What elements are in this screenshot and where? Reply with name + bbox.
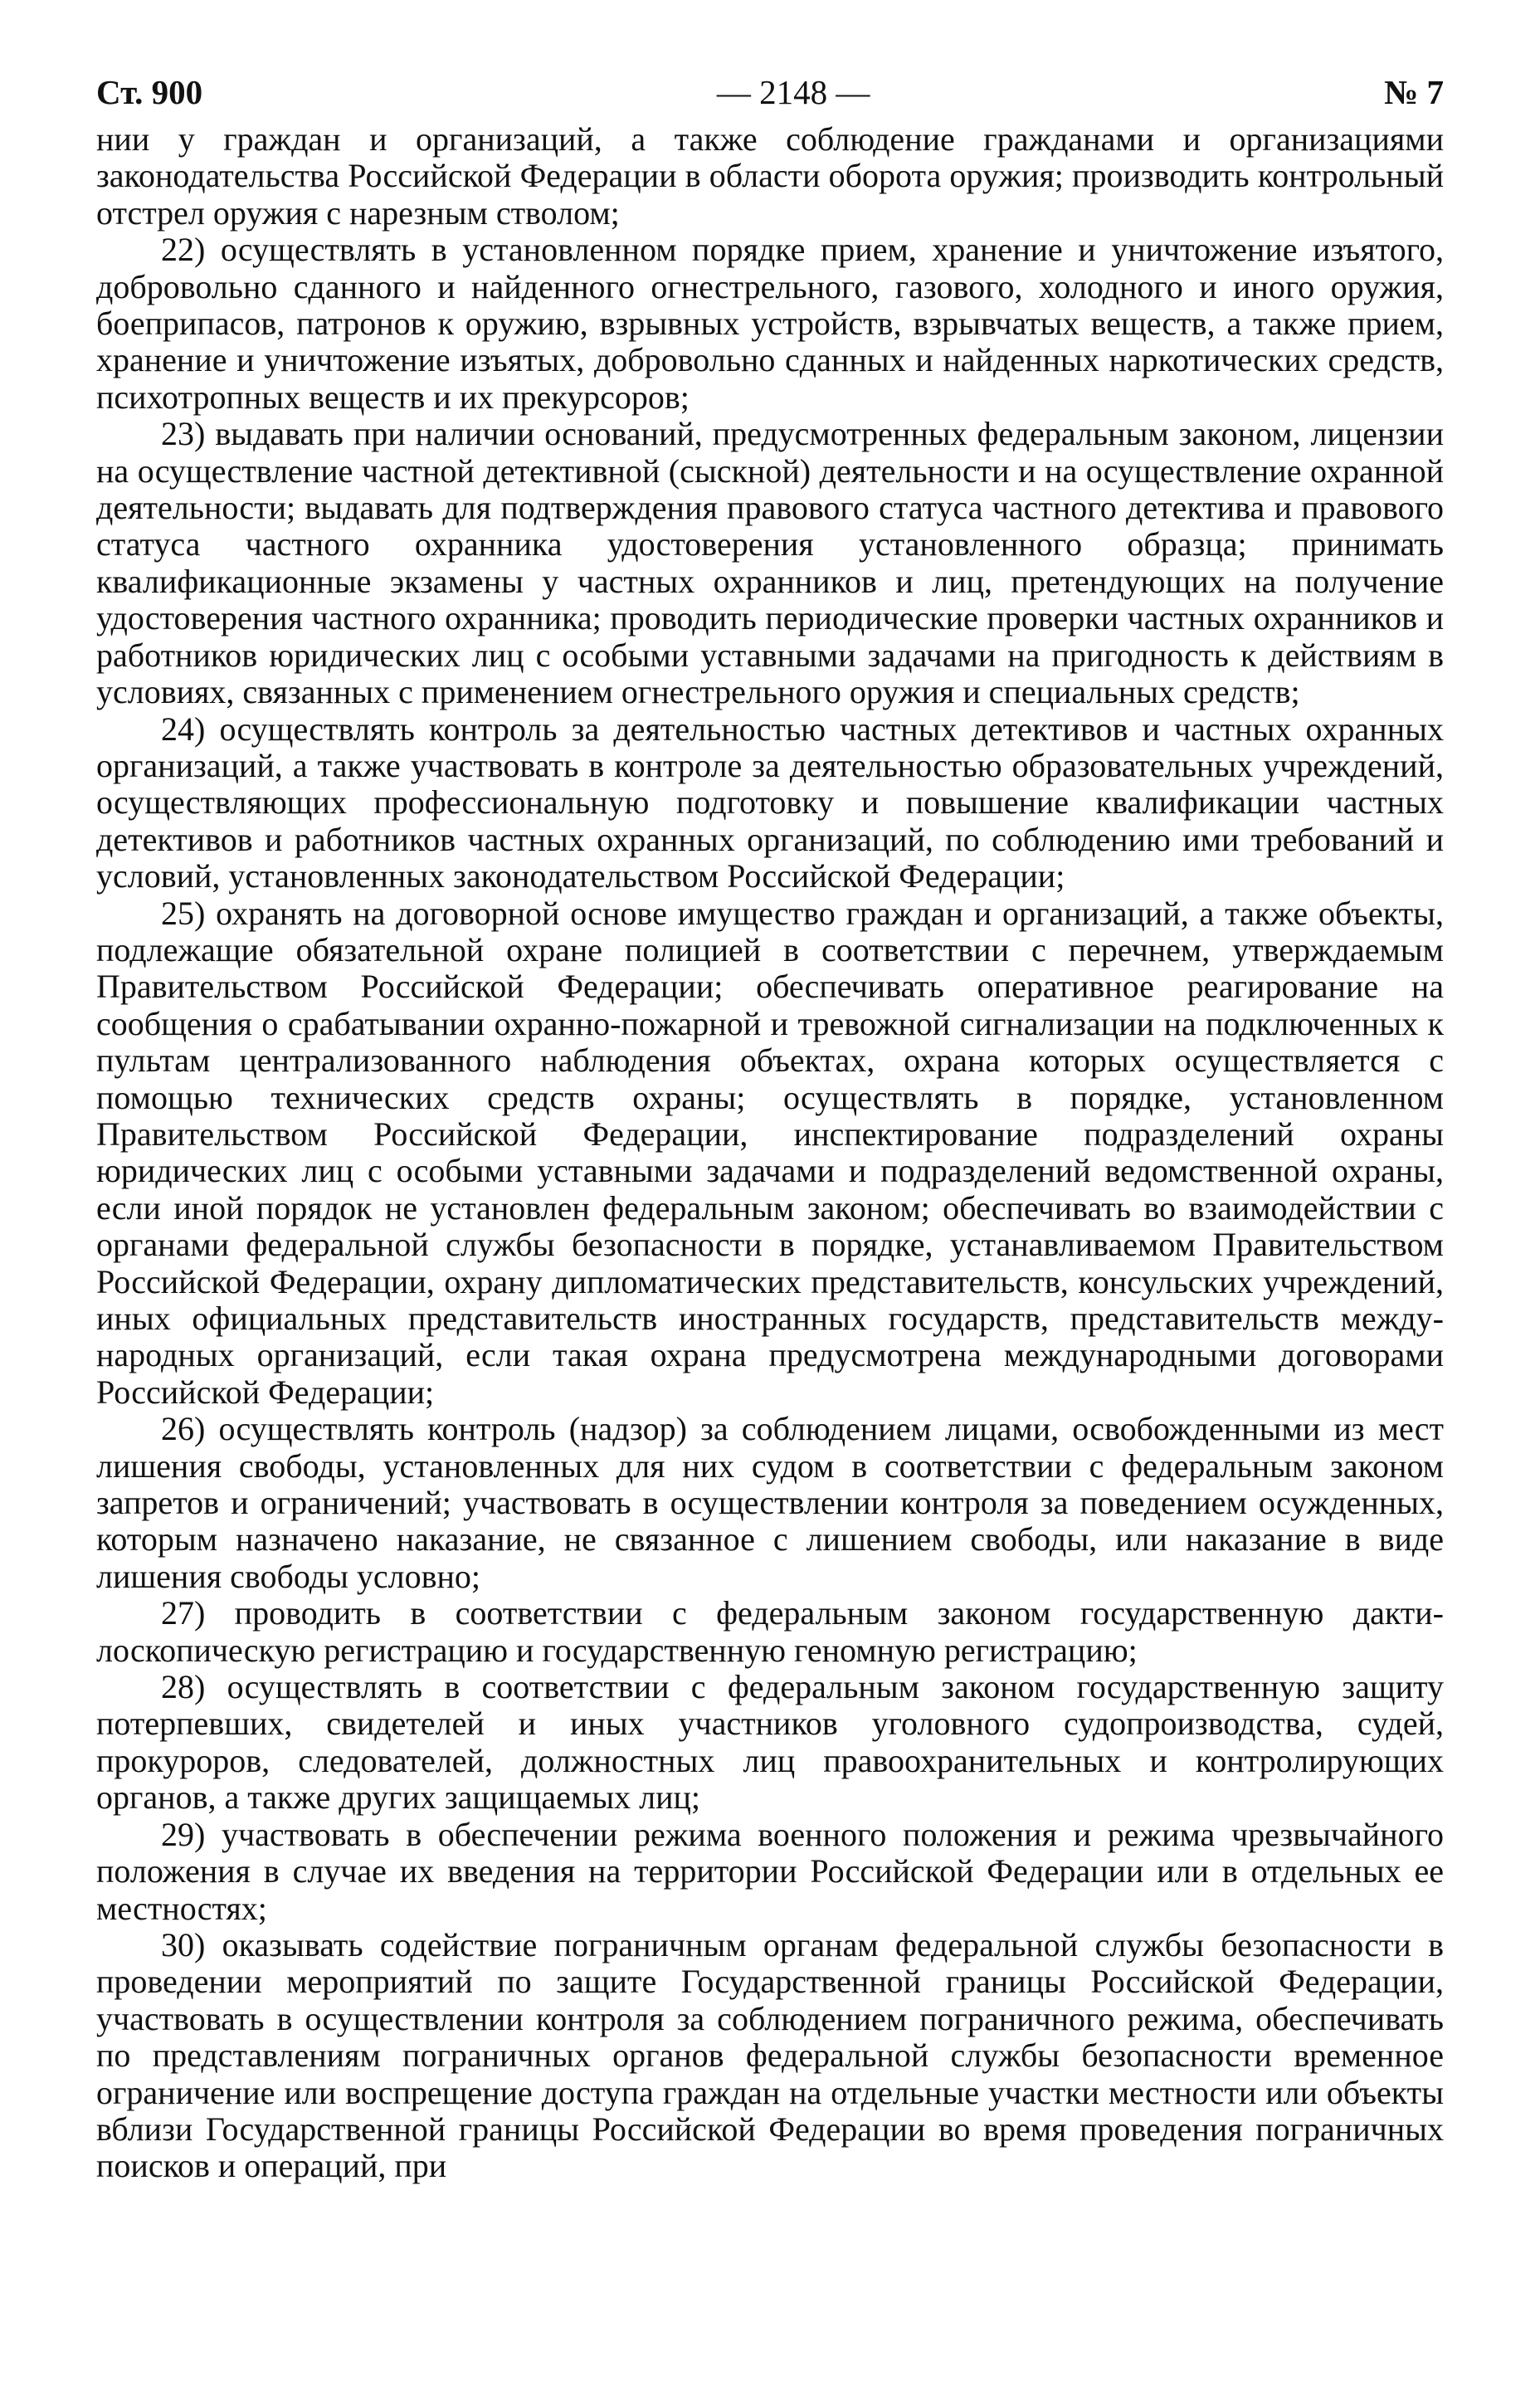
paragraph-item-28: 28) осуществлять в соответствии с федеральным законом государственную защиту потерпевших, свидетелей и иных участников уголовного судопроизводства, судей, прокуроров, следователей, должностных лиц правоохранительных и контролирующих органов, а также других защищаемых лиц; <box>96 1668 1444 1817</box>
article-number: Ст. 900 <box>96 73 203 111</box>
paragraph-item-30: 30) оказывать содействие пограничным органам федеральной службы безопасности в проведении мероприятий по защите Государственной границы Российской Федерации, участвовать в осуществлении контроля за соблюдением пограничного режима, обеспечивать по представлениям пограничных органов федеральной службы безопасности временное ограничение или воспрещение доступа граждан на отдельные участки местности или объекты вблизи Государственной границы Российской Федерации во время проведения пограничных поисков и операций, при <box>96 1925 1444 2185</box>
paragraph-item-22: 22) осуществлять в установленном порядке прием, хранение и уничтожение изъятого, добровольно сданного и найденного огнестрельного, газового, холодного и иного оружия, боеприпасов, патронов к оружию, взрывных устройств, взрывчатых веществ, а также прием, хранение и уничтожение изъятых, добровольно сданных и найденных наркотических средств, психотропных веществ и их прекурсоров; <box>96 231 1444 416</box>
issue-number: № 7 <box>1384 73 1444 111</box>
document-body <box>96 121 1444 2185</box>
page-number: — 2148 — <box>716 73 870 111</box>
paragraph-item-24: 24) осуществлять контроль за деятельностью частных детективов и частных охранных организаций, а также участвовать в контроле за деятельностью образовательных учреждений, осуществляющих профессиональную подготовку и повышение квалификации частных детективов и работников частных охранных организаций, по соблюдению ими требований и условий, установленных законодательством Российской Федерации; <box>96 710 1444 895</box>
paragraph-item-27: 27) проводить в соответствии с федеральным законом государственную дактилоскопическую регистрацию и государственную геномную регистрацию; <box>96 1594 1444 1669</box>
document-page <box>96 71 1444 2185</box>
paragraph-continuation: нии у граждан и организаций, а также соблюдение гражданами и организациями законодательства Российской Федерации в области оборота оружия; производить контрольный отстрел оружия с нарезным стволом; <box>96 120 1444 232</box>
page-header <box>96 71 1444 121</box>
paragraph-item-29: 29) участвовать в обеспечении режима военного положения и режима чрезвычайного положения в случае их введения на территории Российской Федерации или в отдельных ее местностях; <box>96 1815 1444 1927</box>
paragraph-item-25: 25) охранять на договорной основе имущество граждан и организаций, а также объекты, подлежащие обязательной охране полицией в соответствии с перечнем, утверждаемым Правительством Российской Федерации; обеспечивать оперативное реагирование на сообщения о срабатывании охранно-пожарной и тревожной сигнализации на подключенных к пультам централизованного наблюдения объектах, охрана которых осуществляется с помощью технических средств охраны; осуществлять в порядке, установленном Правительством Российской Федерации, инспектирование подразделений охраны юридических лиц с особыми уставными задачами и подразделений ведомственной охраны, если иной порядок не установлен федеральным законом; обеспечивать во взаимодействии с органами федеральной службы безопасности в порядке, устанавливаемом Правительством Российской Федерации, охрану дипломатических представительств, консульских учреждений, иных официальных представительств иностранных государств, представительств международных организаций, если такая охрана предусмотрена международными договорами Российской Федерации; <box>96 894 1444 1411</box>
paragraph-item-26: 26) осуществлять контроль (надзор) за соблюдением лицами, освобожденными из мест лишения свободы, установленных для них судом в соответствии с федеральным законом запретов и ограничений; участвовать в осуществлении контроля за поведением осужденных, которым назначено наказание, не связанное с лишением свободы, или наказание в виде лишения свободы условно; <box>96 1410 1444 1595</box>
paragraph-item-23: 23) выдавать при наличии оснований, предусмотренных федеральным законом, лицензии на осуществление частной детективной (сыскной) деятельности и на осуществление охранной деятельности; выдавать для подтверждения правового статуса частного детектива и правового статуса частного охранника удостоверения установленного образца; принимать квалификационные экзамены у частных охранников и лиц, претендующих на получение удостоверения частного охранника; проводить периодические проверки частных охранников и работников юридических лиц с особыми уставными задачами на пригодность к действиям в условиях, связанных с применением огнестрельного оружия и специальных средств; <box>96 415 1444 711</box>
